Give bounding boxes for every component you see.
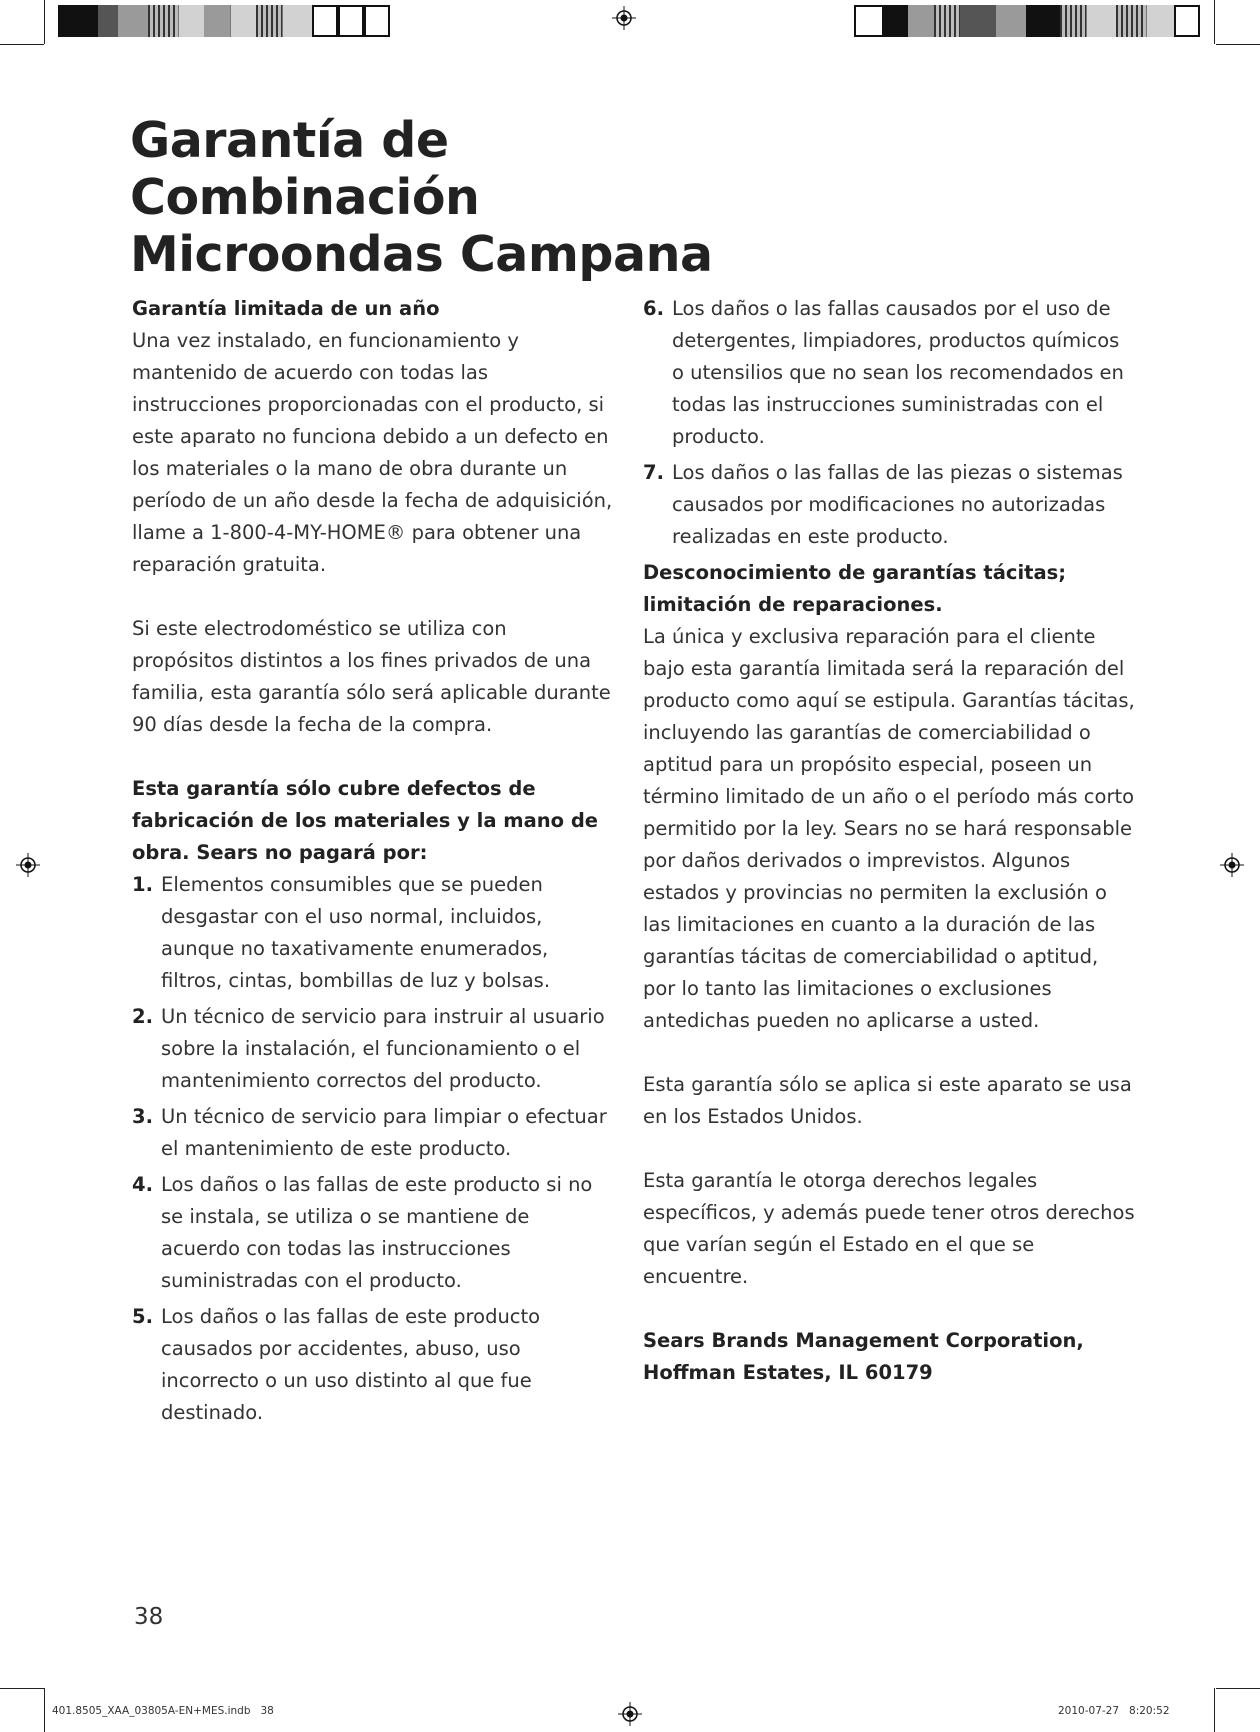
paragraph-implied-warranties: La única y exclusiva reparación para el cliente bajo esta garantía limitada será la reparación del producto como aquí se estipula. Garantías tácitas, incluyendo las garantías de comerciabilidad o aptitud para un propósito especial, poseen un término limitado de un año o el período más corto permitido por la ley. Sears no se hará responsable por daños derivados o imprevistos. Algunos estados y provincias no permiten la exclusión o las limitaciones en cuanto a la duración de las garantías tácitas de comerciabilidad o aptitud, por lo tanto las limitaciones o exclusiones antedichas pueden no aplicarse a usted.: [643, 625, 1135, 1032]
registration-mark-top: [612, 6, 636, 30]
company-address: [643, 1325, 1135, 1389]
list-item: [132, 1301, 614, 1429]
paragraph-non-household-use: Si este electrodoméstico se utiliza con propósitos distintos a los fines privados de una familia, esta garantía sólo será aplicable durante 90 días desde la fecha de la compra.: [132, 617, 611, 736]
page-number: 38: [134, 1604, 164, 1630]
company-location: Hoffman Estates, IL 60179: [643, 1361, 933, 1384]
paragraph-us-only: Esta garantía sólo se aplica si este aparato se usa en los Estados Unidos.: [643, 1073, 1132, 1128]
list-item: [132, 1001, 614, 1097]
list-item: [132, 1169, 614, 1297]
registration-mark-right: [1220, 853, 1244, 877]
title-line: Garantía de: [130, 112, 449, 169]
crop-mark-top-left-v: [44, 0, 45, 44]
color-bar-right: [854, 5, 1200, 37]
page-title: [130, 112, 713, 283]
exclusions-list-left: [132, 869, 614, 1429]
list-item-text: Un técnico de servicio para limpiar o efectuar el mantenimiento de este producto.: [161, 1105, 607, 1160]
section-heading-coverage-exclusions: Esta garantía sólo cubre defectos de fabricación de los materiales y la mano de obra. Sears no pagará por:: [132, 777, 599, 864]
paragraph-warranty-terms: Una vez instalado, en funcionamiento y mantenido de acuerdo con todas las instrucciones proporcionadas con el producto, si este aparato no funciona debido a un defecto en los materiales o la mano de obra durante un período de un año desde la fecha de adquisición, llame a 1-800-4-MY-HOME® para obtener una reparación gratuita.: [132, 329, 613, 576]
list-item-number: 5.: [132, 1305, 153, 1328]
crop-mark-bottom-left-v: [44, 1688, 45, 1732]
crop-mark-top-right-h: [1216, 44, 1260, 45]
list-item-text: Los daños o las fallas de este producto si no se instala, se utiliza o se mantiene de acuerdo con todas las instrucciones suministradas con el producto.: [161, 1173, 593, 1292]
list-item-number: 3.: [132, 1105, 153, 1128]
footer-timestamp: 2010-07-27 8:20:52: [1058, 1705, 1170, 1717]
crop-mark-top-right-v: [1214, 0, 1215, 44]
list-item: [132, 869, 614, 997]
registration-mark-bottom: [618, 1702, 642, 1726]
list-item: [643, 457, 1135, 553]
section-heading-implied-warranties: Desconocimiento de garantías tácitas; limitación de reparaciones.: [643, 561, 1067, 616]
paragraph-legal-rights: Esta garantía le otorga derechos legales específicos, y además puede tener otros derechos que varían según el Estado en el que se encuentre.: [643, 1169, 1135, 1288]
company-name: Sears Brands Management Corporation,: [643, 1329, 1084, 1352]
title-line: Combinación: [130, 169, 480, 226]
footer-file-name: 401.8505_XAA_03805A-EN+MES.indb 38: [52, 1705, 274, 1717]
exclusions-list-right: [643, 293, 1135, 553]
list-item-text: Elementos consumibles que se pueden desgastar con el uso normal, incluidos, aunque no taxativamente enumerados, filtros, cintas, bombillas de luz y bolsas.: [161, 873, 551, 992]
list-item-text: Los daños o las fallas de las piezas o sistemas causados por modificaciones no autorizadas realizadas en este producto.: [672, 461, 1123, 548]
list-item-number: 6.: [643, 297, 664, 320]
color-bar-left: [58, 5, 404, 37]
list-item: [132, 1101, 614, 1165]
list-item-text: Los daños o las fallas causados por el uso de detergentes, limpiadores, productos químicos o utensilios que no sean los recomendados en todas las instrucciones suministradas con el producto.: [672, 297, 1124, 448]
crop-mark-bottom-right-h: [1216, 1688, 1260, 1689]
list-item: [643, 293, 1135, 453]
registration-mark-left: [16, 853, 40, 877]
crop-mark-bottom-left-h: [0, 1688, 44, 1689]
list-item-number: 1.: [132, 873, 153, 896]
crop-mark-top-left-h: [0, 44, 44, 45]
right-column: [643, 293, 1135, 1389]
left-column: [132, 293, 614, 1433]
title-line: Microondas Campana: [130, 226, 713, 283]
list-item-text: Un técnico de servicio para instruir al usuario sobre la instalación, el funcionamiento o el mantenimiento correctos del producto.: [161, 1005, 605, 1092]
list-item-text: Los daños o las fallas de este producto causados por accidentes, abuso, uso incorrecto o un uso distinto al que fue destinado.: [161, 1305, 541, 1424]
list-item-number: 2.: [132, 1005, 153, 1028]
section-heading-limited-warranty: Garantía limitada de un año: [132, 297, 440, 320]
list-item-number: 7.: [643, 461, 664, 484]
list-item-number: 4.: [132, 1173, 153, 1196]
crop-mark-bottom-right-v: [1214, 1688, 1215, 1732]
